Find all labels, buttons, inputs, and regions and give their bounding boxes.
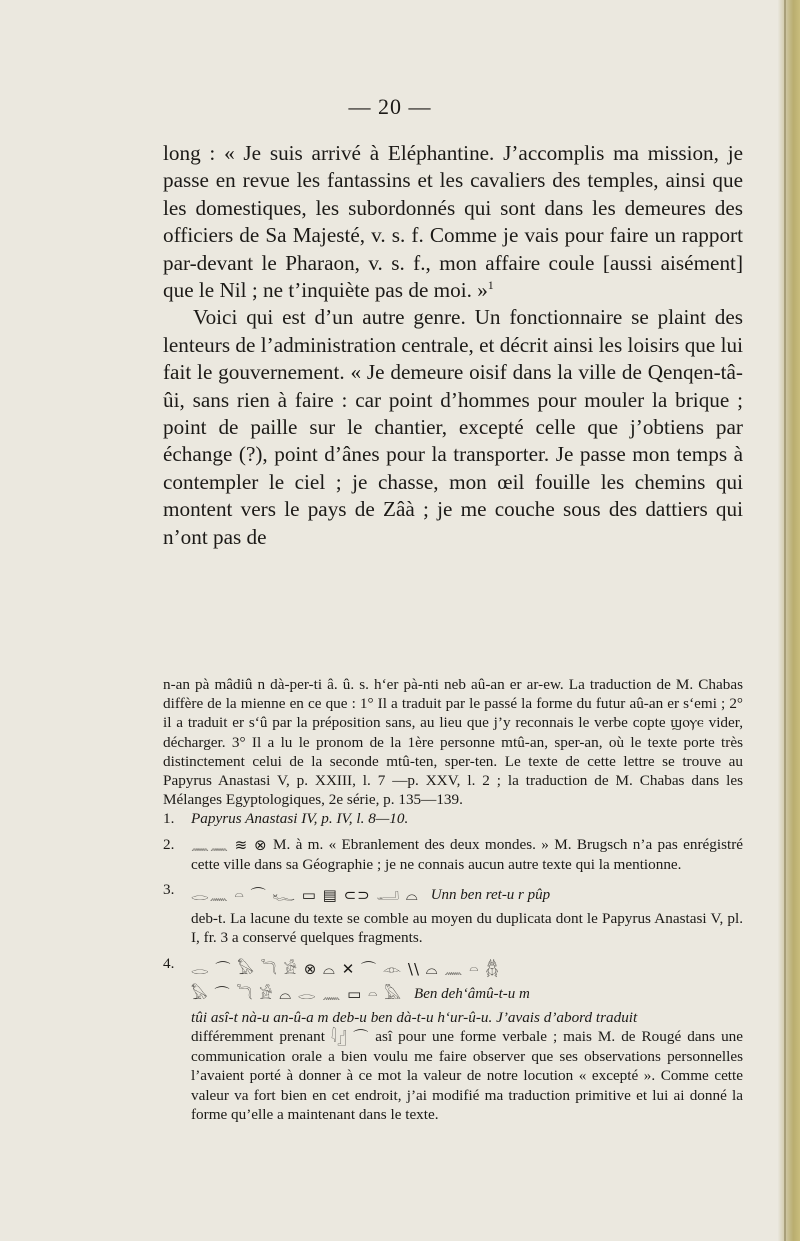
scan-edge-shadow: [784, 0, 786, 1241]
footnotes: [163, 675, 743, 1124]
hieroglyph-line-3: 𓂋𓈖 𓏏 ⌒ 𓆑 ▭ ▤ ⊂⊃ 𓂝 ⌓ Unn ben ret-u r pûp: [191, 885, 551, 904]
note-1: 1. Papyrus Anastasi IV, p. IV, l. 8—10.: [163, 810, 409, 828]
note-continuation: n-an pà mâdiû n dà-per-ti â. û. s. h‘er pà-nti neb aû-an er ar-ew. La traduction de M. Chabas diffère de la mienne en ce que : 1° Il a traduit par le passé la forme du futur aû-an er s‘emi ; 2° il a traduit er s‘û par la préposition sans, au lieu que j’y reconnais le verbe copte ϣⲟⲩⲉ vider, décharger. 3° Il a lu le pronom de la 1ère personne mtû-an, sper-an, où le texte porte très distinctement celui de la seconde mtû-ten, sper-ten. Le texte de cette lettre se trouve au Papyrus Anastasi V, p. XXIII, l. 7 —p. XXV, l. 2 ; la traduction de M. Chabas dans les Mélanges Egyptologiques, 2e série, p. 135—139.: [163, 676, 743, 809]
scan-edge-binding: [778, 0, 800, 1241]
asi-hieroglyph-icon: 𓇋𓊨 ⌒: [330, 1028, 370, 1047]
note-2: 2. 𓈖𓈖 ≋ ⊗ M. à m. « Ebranlement des deux mondes. » M. Brugsch n’a pas enrégistré cette ville dans sa Géographie ; je ne connais aucun autre texte qui la mentionne.: [163, 835, 743, 873]
hieroglyph-sequence-icon: 𓂋 ⌒ 𓅃 𓆓 𓀀 ⊗ ⌓ ✕ ⌒ 𓁹 \\ ⌓ 𓈖 𓏏 𓆣: [191, 959, 500, 978]
hieroglyph-sequence-icon: 𓅃 ⌒ 𓆓 𓀀 ⌓ 𓂋 𓈖 ▭ 𓏏 𓅓: [191, 984, 403, 1003]
hieroglyph-group-icon: 𓈖𓈖 ≋ ⊗: [191, 835, 268, 854]
note-ref-1: 1: [487, 277, 494, 292]
paragraph-2: Voici qui est d’un autre genre. Un fonctionnaire se plaint des lenteurs de l’administration centrale, et décrit ainsi les loisirs que lui fait le gouvernement. « Je demeure oisif dans la ville de Qenqen-tâ-ûi, sans rien à faire : car point d’hommes pour mouler la brique ; point de paille sur le chantier, excepté celle que j’obtiens par échange (?), point d’ânes pour la transporter. Je passe mon temps à contempler le ciel ; je chasse, mon œil fouille les chemins qui montent vers le pays de Zâà ; je me couche sous des dattiers qui n’ont pas de: [163, 305, 743, 549]
main-text: [163, 140, 743, 551]
hieroglyph-line-4a: [191, 960, 743, 979]
hieroglyph-sequence-icon: 𓂋𓈖 𓏏 ⌒ 𓆑 ▭ ▤ ⊂⊃ 𓂝 ⌓: [191, 885, 419, 904]
paragraph-1: long : « Je suis arrivé à Eléphantine. J’accomplis ma mission, je passe en revue les fantassins et les cavaliers des temples, ainsi que les domestiques, les subordonnés qui sont dans les demeures des officiers de Sa Majesté, v. s. f. Comme je vais pour faire un rapport par-devant le Pharaon, v. s. f., mon affaire coule [aussi aisément] que le Nil ; ne t’inquiète pas de moi. »$^1$: [163, 141, 743, 303]
page-number: — 20 —: [348, 94, 432, 119]
hieroglyph-line-4b: 𓅃 ⌒ 𓆓 𓀀 ⌓ 𓂋 𓈖 ▭ 𓏏 𓅓 Ben deh‘âmû-t-u m: [191, 984, 530, 1003]
note-4: 4. 𓂋 ⌒ 𓅃 𓆓 𓀀 ⊗ ⌓ ✕ ⌒ 𓁹 \\ ⌓ 𓈖 𓏏 𓆣 𓅃 ⌒ 𓆓 𓀀 ⌓ 𓂋 𓈖 ▭ 𓏏 𓅓 Ben deh‘âmû-t-u m tûi asî-t nà-u an-û-a m deb-u ben dà-t-u h‘ur-û-u. J’avais d’abord traduit différemment prenant 𓇋𓊨 ⌒ asî pour une forme verbale ; mais M. de Rougé dans une communication orale a bien voulu me faire observer que ses observations personnelles l’avaient porté à donner à ce mot la valeur de notre locution « excepté ». Comme cette valeur va fort bien en cet endroit, j’ai modifié ma traduction primitive et lui ai donné la forme qu’elle a maintenant dans le texte.: [163, 954, 743, 1123]
note-3: 3. 𓂋𓈖 𓏏 ⌒ 𓆑 ▭ ▤ ⊂⊃ 𓂝 ⌓ Unn ben ret-u r pûp deb-t. La lacune du texte se comble au moyen du duplicata dont le Papyrus Anastasi V, pl. I, fr. 3 a conservé quelques fragments.: [163, 880, 743, 947]
